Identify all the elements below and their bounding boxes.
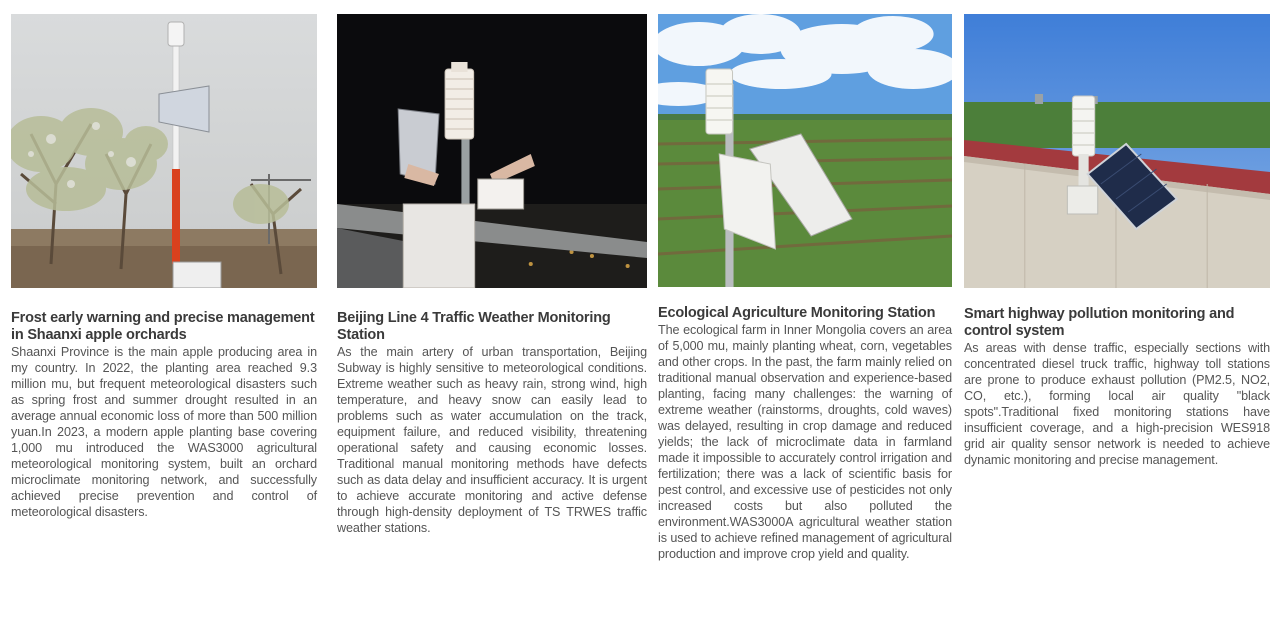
case-description: As the main artery of urban transportation, Beijing Subway is highly sensitive to meteorological conditions. Extreme weather such as heavy rain, strong wind, high temperature, and heavy snow can easily lead to problems such as water accumulation on the track, equipment failure, and reduced visibility, threatening operational safety and causing economic losses. Traditional manual monitoring methods have defects such as data delay and insufficient accuracy. It is urgent to achieve accurate monitoring and active defense through high-density deployment of TS TRWES traffic weather stations.	[337, 345, 647, 535]
case-card-apple-orchard	[11, 14, 317, 520]
case-title: Ecological Agriculture Monitoring Station	[658, 305, 936, 321]
case-card-smart-highway	[964, 14, 1270, 468]
case-description: Shaanxi Province is the main apple producing area in my country. In 2022, the planting area reached 9.3 million mu, but frequent meteorological disasters such as spring frost and summer drought resulted in an average annual economic loss of more than 500 million yuan.In 2023, a modern apple planting base covering 1,000 mu introduced the WAS3000 agricultural meteorological monitoring system, built an orchard microclimate monitoring network, and successfully achieved precise prevention and control of meteorological disasters.	[11, 345, 317, 519]
case-title: Frost early warning and precise management in Shaanxi apple orchards	[11, 310, 315, 343]
case-photo-beijing-line4[interactable]	[337, 14, 647, 288]
case-card-ecological-agriculture	[658, 14, 952, 562]
case-photo-ecological-agriculture[interactable]	[658, 14, 952, 287]
case-description: The ecological farm in Inner Mongolia covers an area of 5,000 mu, mainly planting wheat, corn, vegetables and other crops. In the past, the farm mainly relied on traditional manual observation and experience-based planting, facing many challenges: the warning of extreme weather (rainstorms, droughts, cold waves) was delayed, resulting in crop damage and reduced yields; the lack of microclimate data in farmland made it impossible to accurately control irrigation and fertilization; there was a lack of scientific basis for pest control, and excessive use of pesticides not only increased costs but also polluted the environment.WAS3000A agricultural weather station is used to achieve refined management of agricultural production and improve crop yield and quality.	[658, 323, 952, 561]
case-title: Beijing Line 4 Traffic Weather Monitoring Station	[337, 310, 611, 343]
case-photo-apple-orchard[interactable]	[11, 14, 317, 288]
case-card-beijing-line4	[337, 14, 647, 536]
case-description: As areas with dense traffic, especially sections with concentrated diesel truck traffic, highway toll stations are prone to produce exhaust pollution (PM2.5, NO2, CO, etc.), forming local air quality "black spots".Traditional fixed monitoring stations have insufficient coverage, and a high-precision WES918 grid air quality sensor network is needed to achieve dynamic monitoring and precise management.	[964, 341, 1270, 467]
case-title: Smart highway pollution monitoring and control system	[964, 306, 1235, 339]
case-photo-smart-highway[interactable]	[964, 14, 1270, 288]
